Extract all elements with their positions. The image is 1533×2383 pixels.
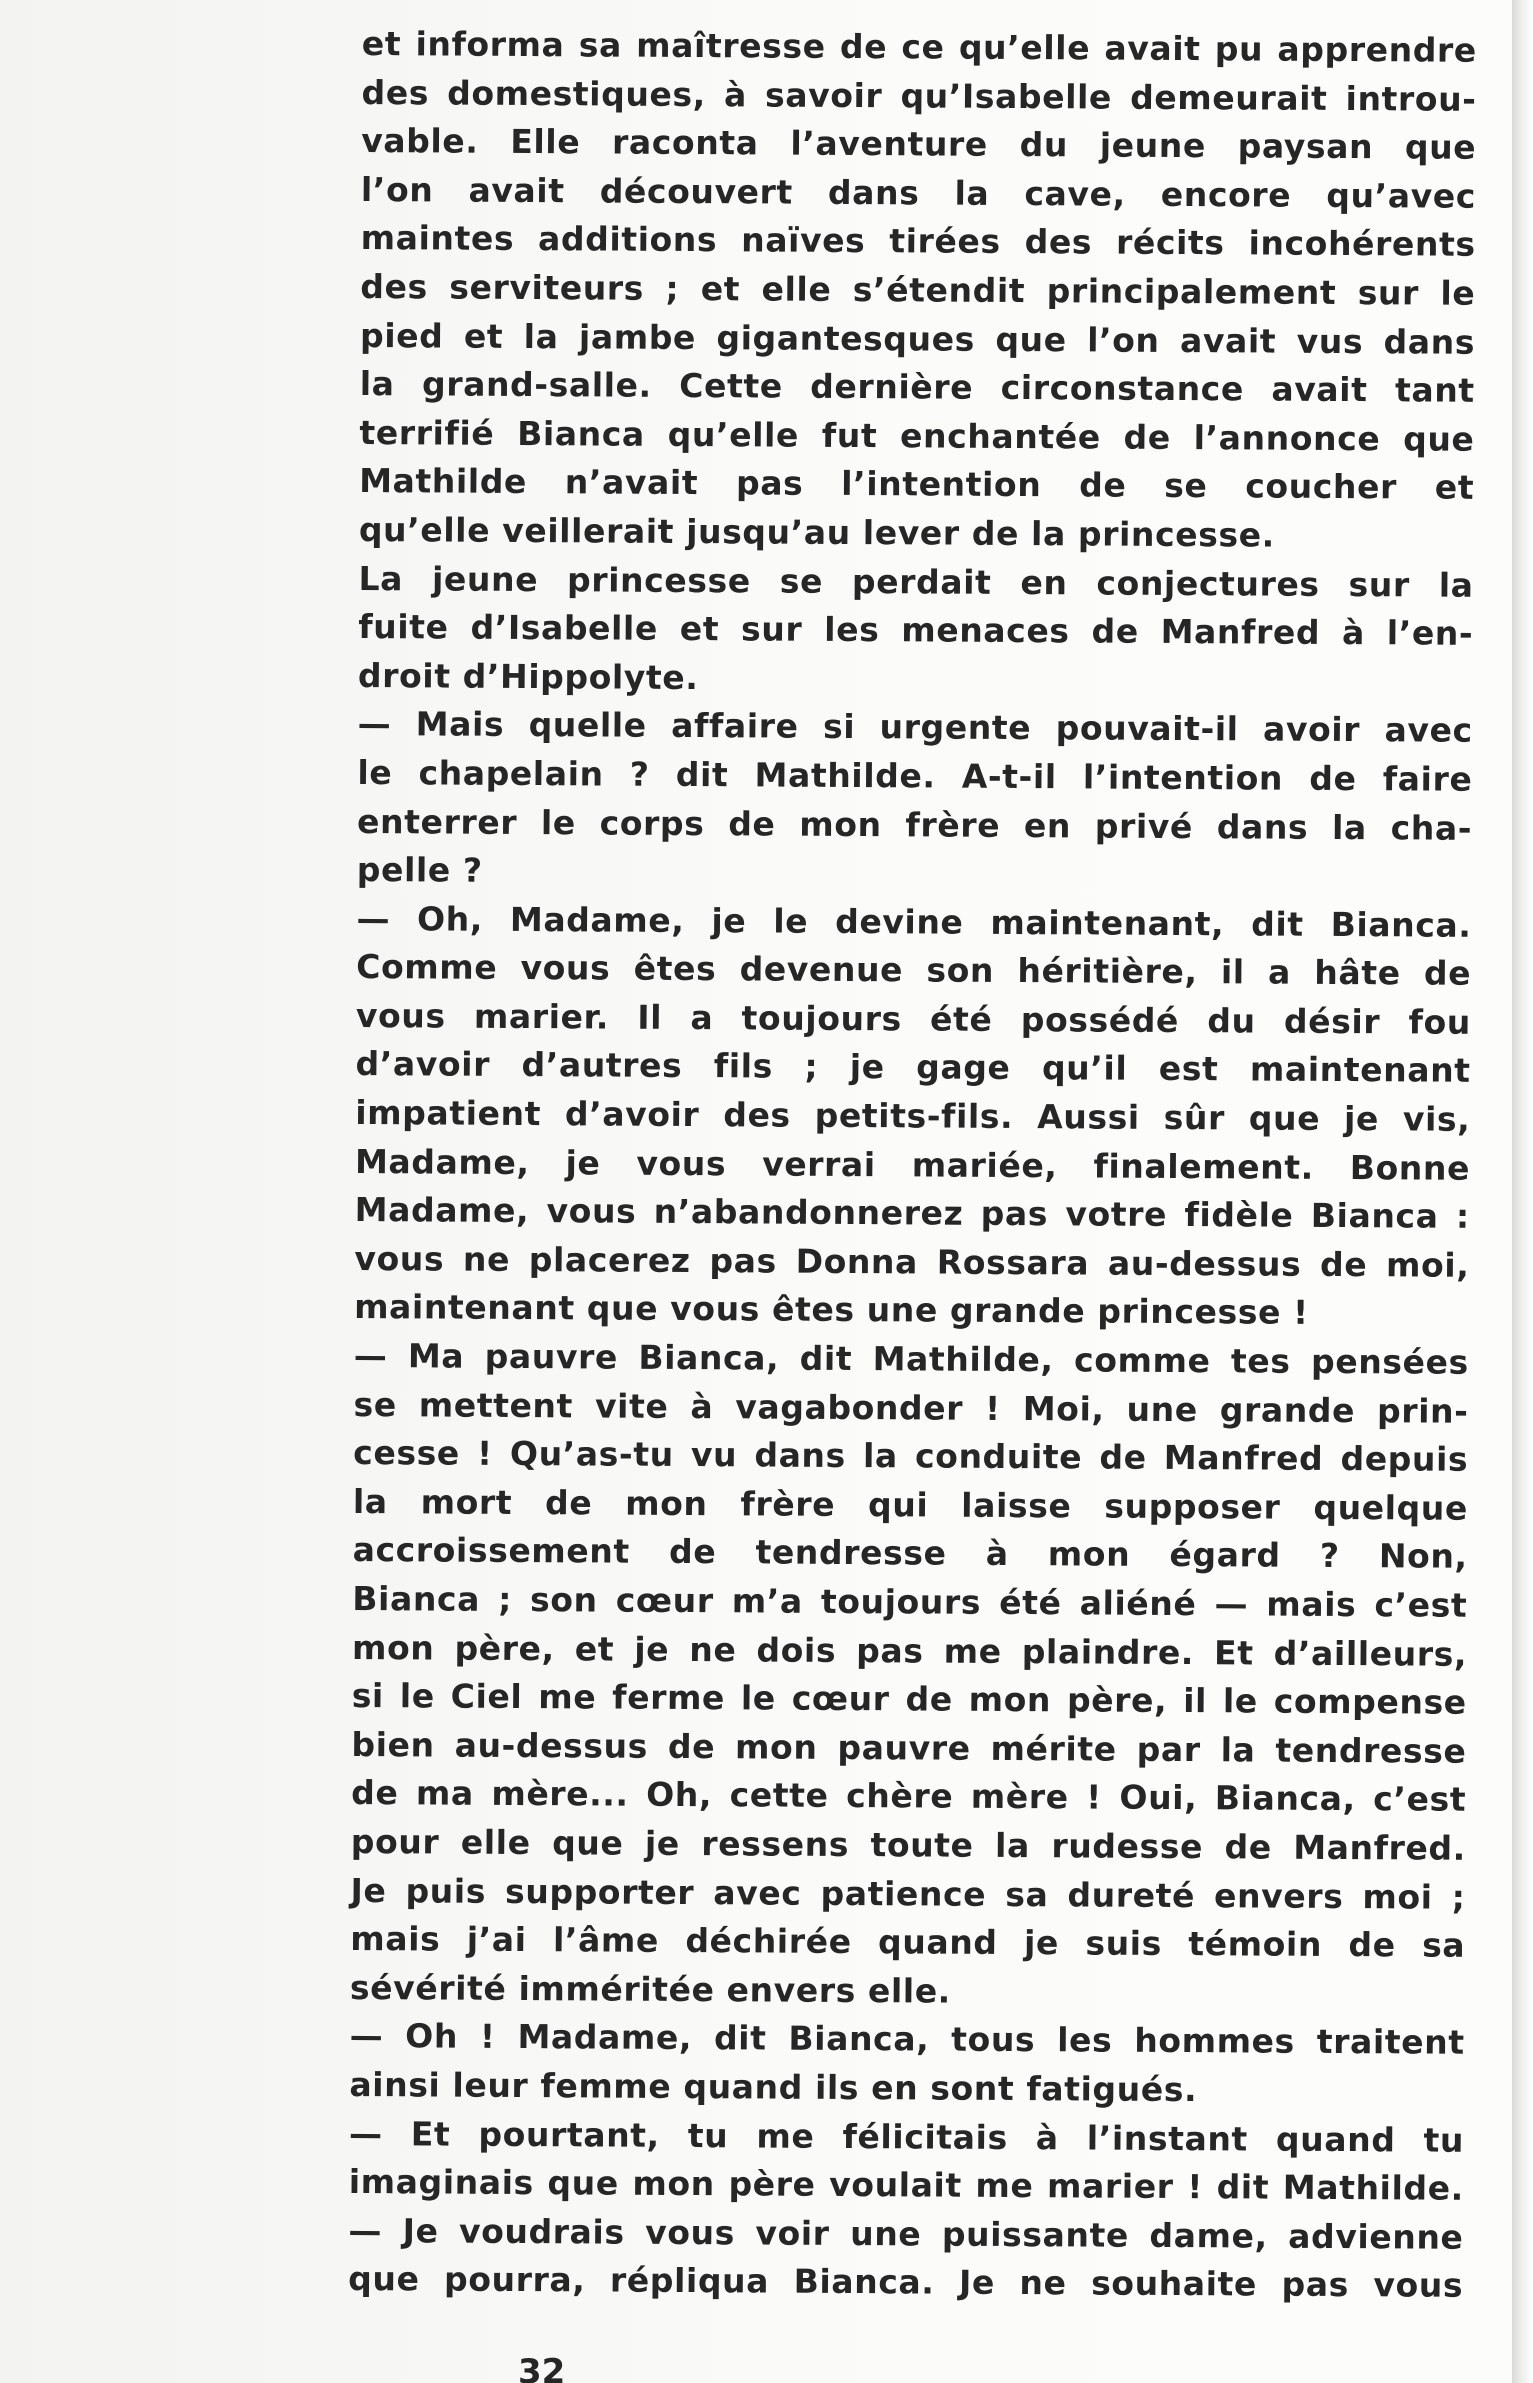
- text-line: vable. Elle raconta l’aventure du jeune paysan que: [361, 121, 1477, 167]
- text-line: terrifié Bianca qu’elle fut enchantée de l’annonce que: [359, 412, 1475, 459]
- text-line: la mort de mon frère qui laisse supposer quelque: [352, 1481, 1469, 1528]
- text-line: des domestiques, à savoir qu’Isabelle demeurait introu-: [361, 72, 1477, 119]
- text-line: impatient d’avoir des petits-fils. Aussi sûr que je vis,: [355, 1093, 1471, 1139]
- text-line: de ma mère... Oh, cette chère mère ! Oui, Bianca, c’est: [351, 1773, 1467, 1820]
- text-line: Comme vous êtes devenue son héritière, il a hâte de: [356, 947, 1472, 994]
- text-line: Bianca ; son cœur m’a toujours été aliéné — mais c’est: [352, 1578, 1468, 1625]
- text-line: des serviteurs ; et elle s’étendit principalement sur le: [360, 266, 1476, 313]
- text-line: La jeune princesse se perdait en conjectures sur la: [358, 558, 1474, 605]
- text-line: bien au-dessus de mon pauvre mérite par la tendresse: [351, 1724, 1467, 1771]
- text-line: — Je voudrais vous voir une puissante dame, advienne: [348, 2210, 1464, 2257]
- text-line: mais j’ai l’âme déchirée quand je suis témoin de sa: [350, 1919, 1466, 1965]
- text-line: et informa sa maîtresse de ce qu’elle avait pu apprendre: [361, 23, 1477, 70]
- text-line: pelle ?: [356, 850, 483, 890]
- page-edge: [1512, 0, 1533, 2383]
- text-line: Je puis supporter avec patience sa dureté envers moi ;: [350, 1870, 1466, 1917]
- text-line: — Oh, Madame, je le devine maintenant, dit Bianca.: [356, 898, 1472, 945]
- text-line: se mettent vite à vagabonder ! Moi, une grande prin-: [353, 1384, 1469, 1431]
- text-line: Madame, je vous verrai mariée, finalement. Bonne: [354, 1141, 1471, 1188]
- text-line: mon père, et je ne dois pas me plaindre. Et d’ailleurs,: [351, 1627, 1468, 1674]
- text-line: fuite d’Isabelle et sur les menaces de Manfred à l’en-: [358, 607, 1474, 653]
- text-line: qu’elle veillerait jusqu’au lever de la princesse.: [358, 509, 1275, 555]
- text-line: imaginais que mon père voulait me marier ! dit Mathilde.: [348, 2162, 1464, 2208]
- text-line: que pourra, répliqua Bianca. Je ne souhaite pas vous: [348, 2259, 1464, 2306]
- text-line: — Ma pauvre Bianca, dit Mathilde, comme tes pensées: [353, 1336, 1469, 1382]
- text-line: vous ne placerez pas Donna Rossara au-dessus de moi,: [354, 1238, 1470, 1285]
- text-line: vous marier. Il a toujours été possédé du désir fou: [355, 995, 1472, 1042]
- text-line: droit d’Hippolyte.: [357, 655, 699, 697]
- text-line: maintenant que vous êtes une grande princesse !: [354, 1287, 1309, 1333]
- text-line: — Et pourtant, tu me félicitais à l’instant quand tu: [348, 2113, 1465, 2160]
- text-line: accroissement de tendresse à mon égard ? Non,: [352, 1530, 1468, 1577]
- page-number: 32: [518, 2352, 566, 2383]
- text-line: maintes additions naïves tirées des récits incohérents: [360, 218, 1476, 265]
- text-line: la grand-salle. Cette dernière circonstance avait tant: [359, 364, 1475, 410]
- text-line: Mathilde n’avait pas l’intention de se coucher et: [359, 461, 1475, 508]
- text-line: enterrer le corps de mon frère en privé dans la cha-: [356, 801, 1473, 848]
- page-body-text: [348, 20, 1477, 2311]
- text-line: l’on avait découvert dans la cave, encore qu’avec: [360, 169, 1477, 216]
- text-line: pied et la jambe gigantesques que l’on avait vus dans: [359, 315, 1476, 362]
- text-line: cesse ! Qu’as-tu vu dans la conduite de Manfred depuis: [353, 1433, 1469, 1480]
- text-line: ainsi leur femme quand ils en sont fatigués.: [349, 2064, 1198, 2110]
- text-line: Madame, vous n’abandonnerez pas votre fidèle Bianca :: [354, 1190, 1470, 1237]
- text-line: pour elle que je ressens toute la rudesse de Manfred.: [350, 1821, 1466, 1868]
- text-line: — Oh ! Madame, dit Bianca, tous les hommes traitent: [349, 2016, 1465, 2063]
- text-line: si le Ciel me ferme le cœur de mon père, il le compense: [351, 1676, 1467, 1722]
- text-line: d’avoir d’autres fils ; je gage qu’il est maintenant: [355, 1044, 1471, 1091]
- text-line: le chapelain ? dit Mathilde. A-t-il l’intention de faire: [357, 752, 1473, 799]
- text-line: sévérité imméritée envers elle.: [349, 1967, 952, 2011]
- text-line: — Mais quelle affaire si urgente pouvait-il avoir avec: [357, 704, 1473, 751]
